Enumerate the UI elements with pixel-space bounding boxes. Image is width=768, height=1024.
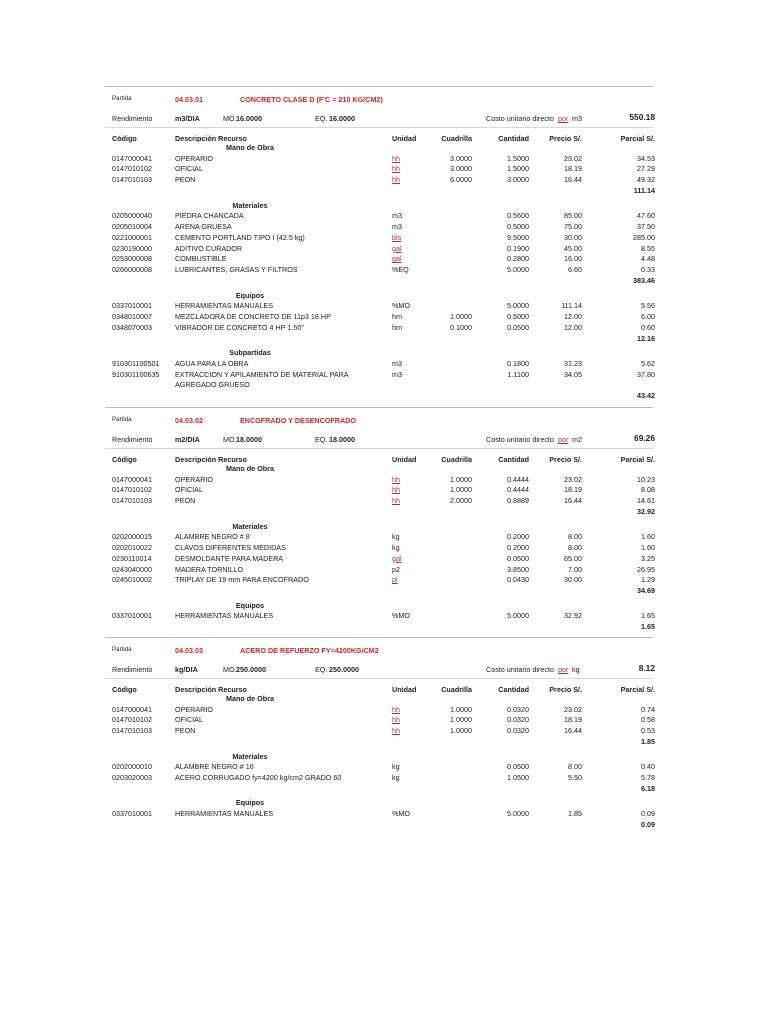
row-precio: 23.02 xyxy=(564,474,582,484)
row-description: VIBRADOR DE CONCRETO 4 HP 1.50" xyxy=(175,322,304,332)
divider xyxy=(105,678,653,679)
row-description: ADITIVO CURADOR xyxy=(175,243,243,253)
group-total: 43.42 xyxy=(637,391,655,401)
row-precio: 16.44 xyxy=(564,175,582,185)
row-precio: 16.00 xyxy=(564,254,582,264)
row-cantidad: 0.2800 xyxy=(507,254,529,264)
row-parcial: 27.29 xyxy=(637,164,655,174)
group-total: 6.18 xyxy=(641,783,655,793)
row-cantidad: 0.1900 xyxy=(507,243,529,253)
partida-name: ACERO DE REFUERZO FY=4200KG/CM2 xyxy=(240,646,379,655)
row-description: OPERARIO xyxy=(175,153,213,163)
group-total: 12.16 xyxy=(637,333,655,343)
row-unit: gal xyxy=(392,553,402,563)
eq-label: EQ. xyxy=(315,114,328,123)
row-precio: 23.02 xyxy=(564,704,582,714)
row-code: 910301100635 xyxy=(112,369,160,379)
row-parcial: 0.74 xyxy=(641,704,655,714)
row-description: HERRAMIENTAS MANUALES xyxy=(175,809,274,818)
row-cuadrilla: 3.0000 xyxy=(450,153,472,163)
header-precio: Precio S/. xyxy=(549,134,582,143)
header-cuadrilla: Cuadrilla xyxy=(441,685,472,694)
row-unit: %MO xyxy=(392,611,410,621)
row-unit: gal xyxy=(392,254,402,264)
row-precio: 45.00 xyxy=(564,243,582,253)
mo-value: 16.0000 xyxy=(236,114,262,123)
por-label: por xyxy=(558,665,569,674)
partida-name: CONCRETO CLASE D (F'C = 210 KG/CM2) xyxy=(240,95,383,104)
rendimiento-label: Rendimiento xyxy=(112,114,153,123)
row-description: OPERARIO xyxy=(175,474,213,484)
header-descripcion: Descripción Recurso xyxy=(175,455,247,464)
row-cantidad: 1.1100 xyxy=(507,369,529,379)
row-unit: hh xyxy=(392,164,400,174)
row-parcial: 1.29 xyxy=(641,575,655,585)
row-precio: 34.05 xyxy=(564,369,582,379)
row-cuadrilla: 1.0000 xyxy=(450,474,472,484)
row-parcial: 8.55 xyxy=(641,243,655,253)
row-unit: %EQ xyxy=(392,265,409,275)
row-code: 0205010004 xyxy=(112,222,152,231)
row-unit: hh xyxy=(392,153,400,163)
group-title: Equipos xyxy=(235,290,265,300)
row-unit: kg xyxy=(392,532,400,542)
partida-label: Partida xyxy=(112,646,132,653)
row-code: 0230110014 xyxy=(112,553,152,563)
header-codigo: Código xyxy=(112,685,137,694)
header-descripcion: Descripción Recurso xyxy=(175,685,247,694)
row-unit: pl xyxy=(392,575,398,585)
row-parcial: 1.60 xyxy=(641,532,655,542)
row-cuadrilla: 1.0000 xyxy=(450,485,472,495)
eq-label: EQ. xyxy=(315,435,328,444)
row-unit: hh xyxy=(392,175,400,185)
row-description: DESMOLDANTE PARA MADERA xyxy=(175,553,284,563)
row-description: MADERA TORNILLO xyxy=(175,564,244,574)
row-description: PIEDRA CHANCADA xyxy=(175,211,244,221)
header-codigo: Código xyxy=(112,455,137,464)
mo-value: 18.0000 xyxy=(236,435,262,444)
row-parcial: 34.53 xyxy=(637,153,655,163)
row-parcial: 6.00 xyxy=(641,312,655,321)
row-description: AGREGADO GRUESO xyxy=(175,380,250,390)
row-code: 910301100501 xyxy=(112,358,160,368)
header-cantidad: Cantidad xyxy=(498,134,529,143)
row-precio: 16.44 xyxy=(564,726,582,736)
row-parcial: 10.23 xyxy=(637,474,655,484)
partida-label: Partida xyxy=(112,416,132,423)
mo-label: MO. xyxy=(223,665,237,674)
header-unidad: Unidad xyxy=(392,685,417,694)
divider xyxy=(105,637,653,638)
row-code: 0147010103 xyxy=(112,496,152,506)
row-code: 0147010102 xyxy=(112,485,152,495)
row-description: ALAMBRE NEGRO # 16 xyxy=(175,762,254,772)
row-description: ARENA GRUESA xyxy=(175,222,232,231)
row-precio: 12.00 xyxy=(564,322,582,332)
row-code: 0266000008 xyxy=(112,265,152,275)
row-code: 0245010002 xyxy=(112,575,152,585)
group-total: 1.85 xyxy=(641,737,655,746)
row-code: 0202010022 xyxy=(112,543,152,552)
row-code: 0230190000 xyxy=(112,243,152,253)
row-code: 0203020003 xyxy=(112,773,152,782)
row-code: 0337010001 xyxy=(112,809,152,818)
header-parcial: Parcial S/. xyxy=(620,134,655,143)
row-unit: hh xyxy=(392,715,400,725)
row-cantidad: 0.0320 xyxy=(507,726,529,736)
row-description: PEON xyxy=(175,726,196,736)
mo-value: 250.0000 xyxy=(236,665,266,674)
row-precio: 12.00 xyxy=(564,312,582,321)
row-parcial: 49.32 xyxy=(637,175,655,185)
row-code: 0348010007 xyxy=(112,312,152,321)
costo-unit: m2 xyxy=(572,435,582,444)
eq-value: 18.0000 xyxy=(329,435,355,444)
row-parcial: 285.00 xyxy=(633,232,655,242)
row-parcial: 37.80 xyxy=(637,369,655,379)
row-cantidad: 5.0000 xyxy=(507,265,529,275)
row-code: 0147010103 xyxy=(112,726,152,736)
row-parcial: 8.08 xyxy=(641,485,655,495)
header-descripcion: Descripción Recurso xyxy=(175,134,247,143)
costo-unitario-value: 8.12 xyxy=(638,663,655,673)
row-unit: kg xyxy=(392,543,400,552)
row-code: 0202000015 xyxy=(112,532,152,542)
row-code: 0221000001 xyxy=(112,232,152,242)
row-parcial: 0.58 xyxy=(641,715,655,725)
row-cantidad: 1.5000 xyxy=(507,164,529,174)
partida-code: 04.03.03 xyxy=(175,646,203,655)
row-unit: hh xyxy=(392,485,400,495)
row-precio: 18.19 xyxy=(564,715,582,725)
header-cuadrilla: Cuadrilla xyxy=(441,455,472,464)
row-unit: hh xyxy=(392,726,400,736)
row-code: 0147000041 xyxy=(112,704,152,714)
row-unit: hh xyxy=(392,496,400,506)
row-description: ALAMBRE NEGRO # 8 xyxy=(175,532,250,542)
row-parcial: 0.60 xyxy=(641,322,655,332)
divider xyxy=(105,127,653,128)
row-parcial: 0.09 xyxy=(641,809,655,818)
mo-label: MO. xyxy=(223,114,237,123)
header-cantidad: Cantidad xyxy=(498,685,529,694)
partida-label: Partida xyxy=(112,95,132,102)
row-code: 0147010102 xyxy=(112,715,152,725)
row-code: 0147000041 xyxy=(112,474,152,484)
row-code: 0348070003 xyxy=(112,322,152,332)
row-description: CEMENTO PORTLAND TIPO I (42.5 kg) xyxy=(175,232,305,242)
header-cuadrilla: Cuadrilla xyxy=(441,134,472,143)
row-unit: m3 xyxy=(392,358,402,368)
group-title: Subpartidas xyxy=(229,348,271,358)
row-code: 0337010001 xyxy=(112,611,152,621)
row-unit: m3 xyxy=(392,211,402,221)
row-description: OFICIAL xyxy=(175,485,203,495)
group-title: Equipos xyxy=(235,600,265,610)
row-precio: 7.00 xyxy=(568,564,582,574)
rendimiento-unit: kg/DIA xyxy=(175,665,198,674)
row-code: 0202000010 xyxy=(112,762,152,772)
divider xyxy=(105,86,653,87)
row-cuadrilla: 3.0000 xyxy=(450,164,472,174)
header-parcial: Parcial S/. xyxy=(620,685,655,694)
row-unit: %MO xyxy=(392,809,410,818)
row-parcial: 0.53 xyxy=(641,726,655,736)
row-cuadrilla: 2.0000 xyxy=(450,496,472,506)
row-precio: 111.14 xyxy=(561,301,582,311)
row-precio: 30.00 xyxy=(564,575,582,585)
costo-label: Costo unitario directo xyxy=(486,665,554,674)
row-description: HERRAMIENTAS MANUALES xyxy=(175,301,274,311)
rendimiento-unit: m2/DIA xyxy=(175,435,200,444)
row-cantidad: 0.8889 xyxy=(507,496,529,506)
row-unit: m3 xyxy=(392,222,402,231)
row-precio: 6.60 xyxy=(568,265,582,275)
row-unit: bls xyxy=(392,232,402,242)
eq-label: EQ. xyxy=(315,665,328,674)
costo-unitario-value: 550.18 xyxy=(629,112,655,122)
row-unit: hm xyxy=(392,312,402,321)
row-precio: 16.44 xyxy=(564,496,582,506)
costo-label: Costo unitario directo xyxy=(486,435,554,444)
row-cantidad: 0.0500 xyxy=(507,762,529,772)
row-cantidad: 0.2000 xyxy=(507,532,529,542)
row-cuadrilla: 0.1000 xyxy=(450,322,472,332)
row-description: PEON xyxy=(175,175,196,185)
partida-code: 04.03.02 xyxy=(175,416,203,425)
row-cantidad: 0.5000 xyxy=(507,222,529,231)
por-label: por xyxy=(558,435,569,444)
group-title: Mano de Obra xyxy=(226,464,274,473)
row-unit: %MO xyxy=(392,301,410,311)
row-code: 0147000041 xyxy=(112,153,152,163)
row-unit: gal xyxy=(392,243,402,253)
group-total: 0.09 xyxy=(641,819,655,829)
row-description: LUBRICANTES, GRASAS Y FILTROS xyxy=(175,265,298,275)
row-cantidad: 0.0430 xyxy=(507,575,529,585)
row-cantidad: 0.4444 xyxy=(507,485,529,495)
row-parcial: 3.25 xyxy=(641,553,655,563)
por-label: por xyxy=(558,114,569,123)
row-code: 0253000008 xyxy=(112,254,152,264)
row-precio: 32.92 xyxy=(564,611,582,621)
row-cantidad: 1.5000 xyxy=(507,153,529,163)
costo-unit: m3 xyxy=(572,114,582,123)
header-precio: Precio S/. xyxy=(549,455,582,464)
row-cantidad: 5.0000 xyxy=(507,301,529,311)
row-cantidad: 0.4444 xyxy=(507,474,529,484)
row-unit: hh xyxy=(392,704,400,714)
row-precio: 18.19 xyxy=(564,164,582,174)
row-parcial: 47.60 xyxy=(637,211,655,221)
header-cantidad: Cantidad xyxy=(498,455,529,464)
group-title: Equipos xyxy=(235,798,265,808)
group-title: Materiales xyxy=(232,521,268,531)
row-unit: kg xyxy=(392,762,400,772)
row-cuadrilla: 1.0000 xyxy=(450,726,472,736)
divider xyxy=(105,407,653,408)
row-cantidad: 0.0320 xyxy=(507,715,529,725)
row-parcial: 0.33 xyxy=(641,265,655,275)
row-cuadrilla: 6.0000 xyxy=(450,175,472,185)
row-code: 0147010103 xyxy=(112,175,152,185)
partida-code: 04.03.01 xyxy=(175,95,203,104)
row-unit: m3 xyxy=(392,369,402,379)
row-cuadrilla: 1.0000 xyxy=(450,715,472,725)
row-precio: 85.00 xyxy=(564,211,582,221)
row-description: EXTRACCION Y APILAMIENTO DE MATERIAL PARA xyxy=(175,369,349,379)
group-title: Mano de Obra xyxy=(226,143,274,152)
row-parcial: 26.95 xyxy=(637,564,655,574)
eq-value: 250.0000 xyxy=(329,665,359,674)
row-parcial: 0.40 xyxy=(641,762,655,772)
rendimiento-unit: m3/DIA xyxy=(175,114,200,123)
row-description: OFICIAL xyxy=(175,164,203,174)
row-description: PEON xyxy=(175,496,196,506)
row-precio: 18.19 xyxy=(564,485,582,495)
row-parcial: 1.60 xyxy=(641,543,655,552)
row-cantidad: 0.0500 xyxy=(507,553,529,563)
row-cantidad: 0.5600 xyxy=(507,211,529,221)
group-total: 34.69 xyxy=(637,586,655,596)
partida-name: ENCOFRADO Y DESENCOFRADO xyxy=(240,416,356,425)
row-cantidad: 0.2000 xyxy=(507,543,529,552)
row-code: 0205000040 xyxy=(112,211,152,221)
header-unidad: Unidad xyxy=(392,455,417,464)
group-total: 383.46 xyxy=(633,276,655,285)
row-cuadrilla: 1.0000 xyxy=(450,704,472,714)
row-code: 0243040000 xyxy=(112,564,152,574)
mo-label: MO. xyxy=(223,435,237,444)
row-unit: hh xyxy=(392,474,400,484)
row-description: OFICIAL xyxy=(175,715,203,725)
row-unit: hm xyxy=(392,322,402,332)
group-title: Materiales xyxy=(232,751,268,761)
row-description: HERRAMIENTAS MANUALES xyxy=(175,611,274,621)
costo-label: Costo unitario directo xyxy=(486,114,554,123)
divider xyxy=(105,448,653,449)
row-precio: 5.50 xyxy=(568,773,582,782)
row-description: MEZCLADORA DE CONCRETO DE 11p3 18 HP xyxy=(175,312,331,321)
row-code: 0337010001 xyxy=(112,301,152,311)
row-cantidad: 0.5000 xyxy=(507,312,529,321)
row-parcial: 37.50 xyxy=(637,222,655,231)
row-cantidad: 0.1800 xyxy=(507,358,529,368)
row-precio: 1.85 xyxy=(568,809,582,818)
row-unit: kg xyxy=(392,773,400,782)
row-cantidad: 5.0000 xyxy=(507,611,529,621)
row-description: OPERARIO xyxy=(175,704,213,714)
row-precio: 23.02 xyxy=(564,153,582,163)
row-unit: p2 xyxy=(392,564,400,574)
row-code: 0147010102 xyxy=(112,164,152,174)
row-precio: 8.00 xyxy=(568,762,582,772)
header-codigo: Código xyxy=(112,134,137,143)
row-description: AGUA PARA LA OBRA xyxy=(175,358,249,368)
costo-unit: kg xyxy=(572,665,580,674)
row-precio: 31.23 xyxy=(564,358,582,368)
row-description: CLAVOS DIFERENTES MEDIDAS xyxy=(175,543,286,552)
row-cantidad: 5.0000 xyxy=(507,809,529,818)
row-cantidad: 1.0500 xyxy=(507,773,529,782)
costo-unitario-value: 69.26 xyxy=(634,433,655,443)
header-unidad: Unidad xyxy=(392,134,417,143)
row-parcial: 14.61 xyxy=(637,496,655,506)
row-description: ACERO CORRUGADO fy=4200 kg/cm2 GRADO 60 xyxy=(175,773,342,782)
group-total: 111.14 xyxy=(633,186,655,195)
group-total: 1.65 xyxy=(641,622,655,632)
rendimiento-label: Rendimiento xyxy=(112,665,153,674)
row-cantidad: 3.8500 xyxy=(507,564,529,574)
group-title: Mano de Obra xyxy=(226,694,274,703)
group-title: Materiales xyxy=(232,200,268,210)
row-cantidad: 9.5000 xyxy=(507,232,529,242)
row-precio: 30.00 xyxy=(564,232,582,242)
row-parcial: 5.78 xyxy=(641,773,655,782)
header-precio: Precio S/. xyxy=(549,685,582,694)
group-total: 32.92 xyxy=(637,507,655,516)
row-precio: 75.00 xyxy=(564,222,582,231)
row-parcial: 4.48 xyxy=(641,254,655,264)
row-parcial: 5.56 xyxy=(641,301,655,311)
row-parcial: 1.65 xyxy=(641,611,655,621)
row-parcial: 5.62 xyxy=(641,358,655,368)
row-cantidad: 0.0500 xyxy=(507,322,529,332)
row-cantidad: 3.0000 xyxy=(507,175,529,185)
rendimiento-label: Rendimiento xyxy=(112,435,153,444)
row-precio: 65.00 xyxy=(564,553,582,563)
row-cuadrilla: 1.0000 xyxy=(450,312,472,321)
row-description: COMBUSTIBLE xyxy=(175,254,227,264)
header-parcial: Parcial S/. xyxy=(620,455,655,464)
row-precio: 8.00 xyxy=(568,543,582,552)
row-description: TRIPLAY DE 19 mm PARA ENCOFRADO xyxy=(175,575,309,585)
row-precio: 8.00 xyxy=(568,532,582,542)
eq-value: 16.0000 xyxy=(329,114,355,123)
row-cantidad: 0.0320 xyxy=(507,704,529,714)
